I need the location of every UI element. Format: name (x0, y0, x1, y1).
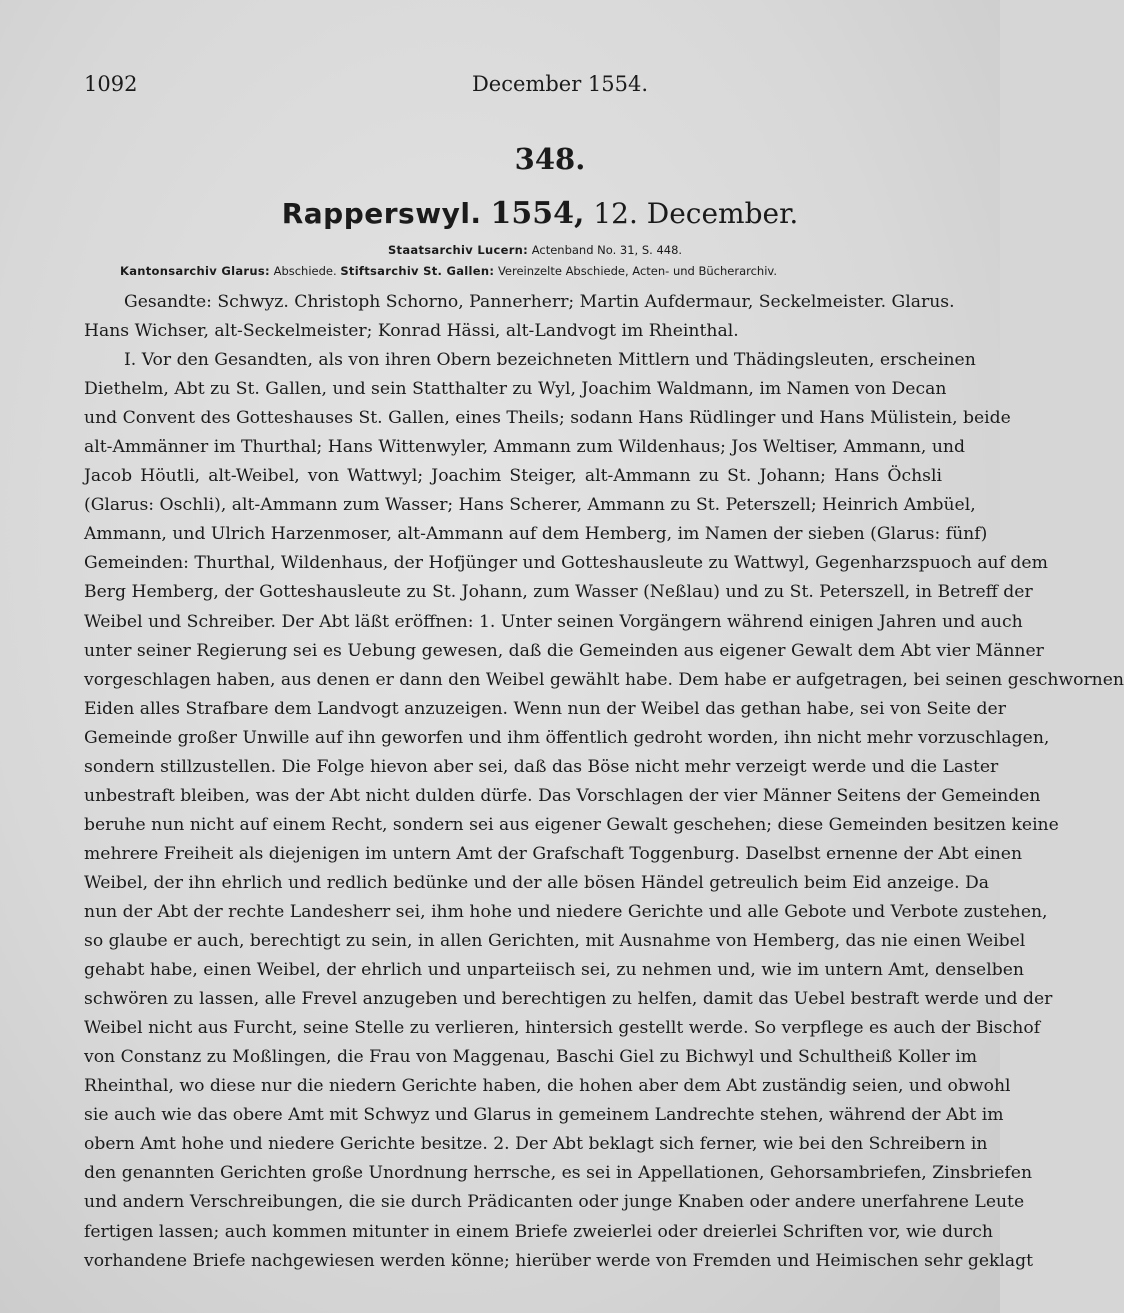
text-line: Eiden alles Strafbare dem Landvogt anzuzeigen. Wenn nun der Weibel das gethan habe, sei von Seite der (84, 698, 1006, 719)
text-line: so glaube er auch, berechtigt zu sein, in allen Gerichten, mit Ausnahme von Hemberg, das nie einen Weibel (84, 931, 1026, 952)
source-text: Abschiede. (273, 264, 337, 278)
text-line: Ammann, und Ulrich Harzenmoser, alt-Ammann auf dem Hemberg, im Namen der sieben (Glarus: fünf) (84, 524, 988, 545)
source-text: Actenband No. 31, S. 448. (531, 243, 683, 257)
source-text: Vereinzelte Abschiede, Acten- und Bücherarchiv. (497, 264, 777, 278)
text-line: Berg Hemberg, der Gotteshausleute zu St. Johann, zum Wasser (Neßlau) und zu St. Peterszell, in Betreff der (84, 582, 1033, 603)
text-line: unter seiner Regierung sei es Uebung gewesen, daß die Gemeinden aus eigener Gewalt dem Abt vier Männer (84, 640, 1044, 661)
heading-place: Rapperswyl. (281, 197, 482, 230)
text-line: mehrere Freiheit als diejenigen im untern Amt der Grafschaft Toggenburg. Daselbst ernenne der Abt einen (84, 843, 1023, 864)
text-line: Diethelm, Abt zu St. Gallen, und sein Statthalter zu Wyl, Joachim Waldmann, im Namen von Decan (84, 379, 947, 400)
source-label: Stiftsarchiv St. Gallen: (340, 264, 495, 278)
text-line: und andern Verschreibungen, die sie durch Prädicanten oder junge Knaben oder andere unerfahrene Leute (84, 1192, 1025, 1213)
text-line: beruhe nun nicht auf einem Recht, sondern sei aus eigener Gewalt geschehen; diese Gemeinden besitzen keine (84, 814, 1059, 835)
text-line: obern Amt hohe und niedere Gerichte besitze. 2. Der Abt beklagt sich ferner, wie bei den Schreibern in (84, 1134, 988, 1155)
text-line: Weibel nicht aus Furcht, seine Stelle zu verlieren, hintersich gestellt werde. So verpflege es auch der Bischof (84, 1018, 1041, 1039)
text-line: (Glarus: Oschli), alt-Ammann zum Wasser; Hans Scherer, Ammann zu St. Peterszell; Heinrich Ambüel, (84, 495, 976, 516)
text-line: Gemeinde großer Unwille auf ihn geworfen und ihm öffentlich gedroht worden, ihn nicht mehr vorzuschlagen, (84, 727, 1050, 748)
text-line: gehabt habe, einen Weibel, der ehrlich und unparteiisch sei, zu nehmen und, wie im untern Amt, denselben (84, 960, 1024, 981)
source-line (120, 261, 890, 282)
text-line: I. Vor den Gesandten, als von ihren Obern bezeichneten Mittlern und Thädingsleuten, erscheinen (124, 350, 976, 371)
text-line: von Constanz zu Moßlingen, die Frau von Maggenau, Baschi Giel zu Bichwyl und Schultheiß Koller im (84, 1047, 978, 1068)
text-line: sie auch wie das obere Amt mit Schwyz und Glarus in gemeinem Landrechte stehen, während der Abt im (84, 1105, 1004, 1126)
text-line: und Convent des Gotteshauses St. Gallen, eines Theils; sodann Hans Rüdlinger und Hans Mülistein, beide (84, 408, 1011, 429)
running-title: December 1554. (471, 72, 649, 96)
source-label: Staatsarchiv Lucern: (387, 243, 529, 257)
text-line: Weibel, der ihn ehrlich und redlich bedünke und der alle bösen Händel getreulich beim Eid anzeige. Da (84, 872, 990, 893)
document-heading (0, 196, 1000, 231)
text-line: unbestraft bleiben, was der Abt nicht dulden dürfe. Das Vorschlagen der vier Männer Seitens der Gemeinden (84, 785, 1041, 806)
source-line (120, 240, 890, 261)
document-number: 348. (514, 142, 586, 176)
text-line: Gemeinden: Thurthal, Wildenhaus, der Hofjünger und Gotteshausleute zu Wattwyl, Gegenharzspuoch auf dem (84, 553, 1048, 574)
text-line: Weibel und Schreiber. Der Abt läßt eröffnen: 1. Unter seinen Vorgängern während einigen Jahren und auch (84, 611, 1023, 632)
text-line: nun der Abt der rechte Landesherr sei, ihm hohe und niedere Gerichte und alle Gebote und Verbote zustehen, (84, 901, 1048, 922)
text-line: vorgeschlagen haben, aus denen er dann den Weibel gewählt habe. Dem habe er aufgetragen, bei seinen geschwornen (84, 669, 1124, 690)
page-number: 1092 (84, 72, 138, 96)
text-line: schwören zu lassen, alle Frevel anzugeben und berechtigen zu helfen, damit das Uebel bestraft werde und der (84, 989, 1053, 1010)
text-line: sondern stillzustellen. Die Folge hievon aber sei, daß das Böse nicht mehr verzeigt werde und die Laster (84, 756, 999, 777)
heading-date: 12. December. (593, 197, 799, 230)
document-body (84, 288, 1124, 1276)
source-label: Kantonsarchiv Glarus: (120, 264, 270, 278)
text-line: Rheinthal, wo diese nur die niedern Gerichte haben, die hohen aber dem Abt zuständig seien, und obwohl (84, 1076, 1011, 1097)
text-line: fertigen lassen; auch kommen mitunter in einem Briefe zweierlei oder dreierlei Schriften vor, wie durch (84, 1221, 993, 1242)
text-line: Gesandte: Schwyz. Christoph Schorno, Pannerherr; Martin Aufdermaur, Seckelmeister. Glarus. (124, 292, 955, 312)
text-line: den genannten Gerichten große Unordnung herrsche, es sei in Appellationen, Gehorsambriefen, Zinsbriefen (84, 1163, 1033, 1184)
running-head (84, 72, 916, 104)
text-line: Hans Wichser, alt-Seckelmeister; Konrad Hässi, alt-Landvogt im Rheinthal. (84, 321, 739, 342)
heading-year: 1554, (490, 196, 585, 231)
text-line: Jacob Höutli, alt-Weibel, von Wattwyl; Joachim Steiger, alt-Ammann zu St. Johann; Hans Öchsli (84, 466, 942, 487)
archive-sources (120, 240, 890, 282)
text-line: vorhandene Briefe nachgewiesen werden könne; hierüber werde von Fremden und Heimischen sehr geklagt (84, 1250, 1034, 1271)
text-line: alt-Ammänner im Thurthal; Hans Wittenwyler, Ammann zum Wildenhaus; Jos Weltiser, Ammann, und (84, 437, 965, 458)
